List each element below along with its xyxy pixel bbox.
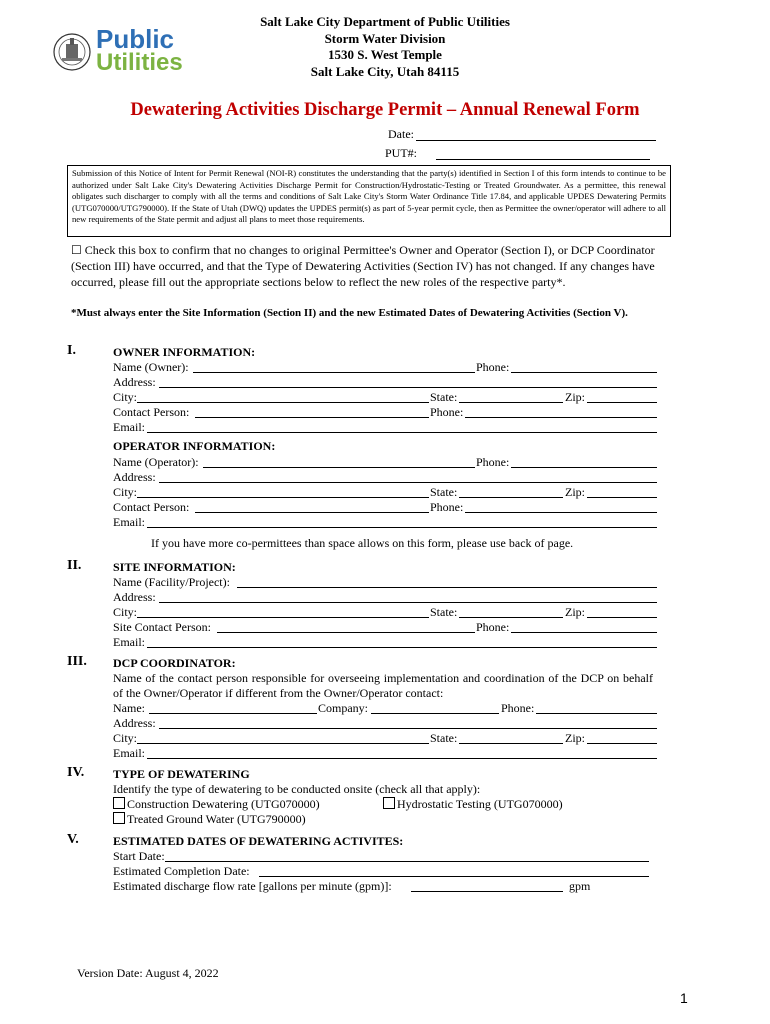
co-permittee-note: If you have more co-permittees than space allows on this form, please use back of page. — [151, 536, 574, 550]
no-changes-checkbox-statement[interactable]: ☐ Check this box to confirm that no changes to original Permittee's Owner and Operator (Section I), or DCP Coordinator (Section III) have occurred, and that the Type of Dewatering Activities (Section IV) has not changed. If any changes have occurred, please fill out the appropriate sections below to reflect the new roles of the respective party*. — [71, 243, 655, 289]
flow-rate-field[interactable] — [411, 891, 563, 892]
section-5-number: V. — [67, 832, 79, 847]
site-heading: SITE INFORMATION: — [113, 560, 236, 574]
operator-name-label: Name (Operator): — [113, 455, 199, 469]
site-zip-label: Zip: — [565, 605, 585, 619]
owner-email-row — [113, 420, 658, 435]
completion-date-field[interactable] — [259, 876, 649, 877]
operator-contact-phone-label: Phone: — [430, 500, 464, 514]
header-line-4: Salt Lake City, Utah 84115 — [310, 63, 460, 79]
dcp-state-label: State: — [430, 731, 458, 745]
operator-contact-phone-field[interactable] — [465, 512, 657, 513]
option-hydrostatic[interactable] — [383, 797, 563, 812]
header-line-2: Storm Water Division — [324, 30, 446, 46]
owner-phone-label: Phone: — [476, 360, 510, 374]
dcp-address-label: Address: — [113, 716, 156, 730]
owner-email-label: Email: — [113, 420, 145, 434]
site-name-label: Name (Facility/Project): — [113, 575, 230, 589]
owner-city-label: City: — [113, 390, 138, 404]
flow-rate-row — [113, 879, 658, 894]
dates-heading: ESTIMATED DATES OF DEWATERING ACTIVITES: — [113, 834, 404, 848]
header-line-3: 1530 S. West Temple — [328, 47, 442, 62]
public-utilities-logo — [52, 24, 192, 80]
site-city-row — [113, 605, 658, 620]
form-title: Dewatering Activities Discharge Permit – Annual Renewal Form — [130, 100, 640, 120]
operator-contact-label: Contact Person: — [113, 500, 190, 514]
dcp-phone-label: Phone: — [501, 701, 535, 715]
dcp-email-field[interactable] — [147, 758, 657, 759]
completion-date-row — [113, 864, 658, 879]
owner-contact-phone-field[interactable] — [465, 417, 657, 418]
owner-city-row — [113, 390, 658, 405]
dcp-address-row — [113, 716, 658, 731]
operator-address-row — [113, 470, 658, 485]
owner-address-row — [113, 375, 658, 390]
dcp-phone-field[interactable] — [536, 713, 657, 714]
put-label: PUT#: — [385, 146, 418, 160]
put-number-field[interactable] — [436, 159, 650, 160]
dewatering-type-heading: TYPE OF DEWATERING — [113, 767, 250, 781]
operator-state-field[interactable] — [459, 497, 563, 498]
version-date: Version Date: August 4, 2022 — [77, 966, 219, 980]
dcp-description: Name of the contact person responsible for overseeing implementation and coordination of the DCP on behalf of the Owner/Operator if different from the Owner/Operator contact: — [113, 671, 653, 700]
site-contact-row — [113, 620, 658, 635]
operator-email-field[interactable] — [147, 527, 657, 528]
owner-zip-field[interactable] — [587, 402, 657, 403]
must-enter-note: *Must always enter the Site Information (Section II) and the new Estimated Dates of Dewatering Activities (Section V). — [71, 307, 628, 319]
operator-contact-field[interactable] — [195, 512, 429, 513]
logo-word-utilities: Utilities — [96, 49, 183, 76]
site-address-label: Address: — [113, 590, 156, 604]
treated-label: Treated Ground Water (UTG790000) — [127, 812, 306, 826]
owner-heading: OWNER INFORMATION: — [113, 345, 256, 359]
owner-state-label: State: — [430, 390, 458, 404]
dcp-company-label: Company: — [318, 701, 368, 715]
intro-notice: Submission of this Notice of Intent for Permit Renewal (NOI-R) constitutes the understanding that the party(s) identified in Section I of this form intends to continue to be authorized under Salt Lake City's Dewatering Activities Discharge Permit for Construction/Hydrostatic-Testing or Treated Groundwater. As a permittee, this renewal obligates such discharger to comply with all the terms and conditions of Salt Lake City's Storm Water Ordinance Title 17.84, and applicable UPDES Dewatering Permits (UTG070000/UTG790000). If the State of Utah (DWQ) updates the UPDES permit(s) as part of 5-year permit cycle, then as Permittee the owner/operator will adhere to all new requirements of the State permit and adjust all plans to meet those requirements. — [67, 165, 671, 237]
site-zip-field[interactable] — [587, 617, 657, 618]
construction-checkbox[interactable] — [113, 797, 125, 809]
dcp-name-row — [113, 701, 658, 716]
option-construction[interactable] — [113, 797, 320, 812]
treated-checkbox[interactable] — [113, 812, 125, 824]
site-address-field[interactable] — [159, 602, 657, 603]
site-phone-field[interactable] — [511, 632, 657, 633]
operator-address-field[interactable] — [159, 482, 657, 483]
owner-email-field[interactable] — [147, 432, 657, 433]
construction-label: Construction Dewatering (UTG070000) — [127, 797, 320, 811]
start-date-field[interactable] — [165, 861, 649, 862]
logo-word-public: Public — [96, 24, 175, 54]
date-field[interactable] — [416, 140, 656, 141]
owner-contact-label: Contact Person: — [113, 405, 190, 419]
start-date-label: Start Date: — [113, 849, 165, 863]
section-2-number: II. — [67, 558, 82, 573]
site-state-field[interactable] — [459, 617, 563, 618]
operator-city-label: City: — [113, 485, 138, 499]
owner-address-label: Address: — [113, 375, 156, 389]
operator-zip-label: Zip: — [565, 485, 585, 499]
dcp-email-row — [113, 746, 658, 761]
operator-state-label: State: — [430, 485, 458, 499]
site-email-label: Email: — [113, 635, 145, 649]
dcp-heading: DCP COORDINATOR: — [113, 656, 236, 670]
dcp-name-field[interactable] — [149, 713, 317, 714]
operator-email-row — [113, 515, 658, 530]
owner-city-field[interactable] — [137, 402, 429, 403]
section-4-number: IV. — [67, 765, 85, 780]
site-address-row — [113, 590, 658, 605]
operator-email-label: Email: — [113, 515, 145, 529]
site-phone-label: Phone: — [476, 620, 510, 634]
completion-date-label: Estimated Completion Date: — [113, 864, 250, 878]
operator-heading: OPERATOR INFORMATION: — [113, 439, 276, 453]
section-1-number: I. — [67, 343, 76, 358]
hydrostatic-label: Hydrostatic Testing (UTG070000) — [397, 797, 563, 811]
date-label: Date: — [388, 127, 414, 141]
operator-city-field[interactable] — [137, 497, 429, 498]
dcp-email-label: Email: — [113, 746, 145, 760]
operator-phone-label: Phone: — [476, 455, 510, 469]
dcp-city-field[interactable] — [137, 743, 429, 744]
site-email-field[interactable] — [147, 647, 657, 648]
dcp-zip-label: Zip: — [565, 731, 585, 745]
dcp-company-field[interactable] — [371, 713, 499, 714]
start-date-row — [113, 849, 658, 864]
operator-zip-field[interactable] — [587, 497, 657, 498]
gpm-unit: gpm — [569, 879, 591, 893]
site-state-label: State: — [430, 605, 458, 619]
owner-name-row — [113, 360, 658, 375]
dcp-name-label: Name: — [113, 701, 145, 715]
operator-name-row — [113, 455, 658, 470]
site-contact-field[interactable] — [217, 632, 475, 633]
owner-phone-field[interactable] — [511, 372, 657, 373]
owner-contact-row — [113, 405, 658, 420]
page-number: 1 — [680, 990, 688, 1006]
operator-city-row — [113, 485, 658, 500]
option-treated[interactable] — [113, 812, 306, 827]
owner-contact-phone-label: Phone: — [430, 405, 464, 419]
section-3-number: III. — [67, 654, 87, 669]
operator-phone-field[interactable] — [511, 467, 657, 468]
dcp-address-field[interactable] — [159, 728, 657, 729]
owner-contact-field[interactable] — [195, 417, 429, 418]
header-line-1: Salt Lake City Department of Public Utilities — [260, 14, 510, 29]
dcp-city-row — [113, 731, 658, 746]
owner-address-field[interactable] — [159, 387, 657, 388]
dcp-state-field[interactable] — [459, 743, 563, 744]
site-city-label: City: — [113, 605, 138, 619]
operator-contact-row — [113, 500, 658, 515]
dewatering-type-description: Identify the type of dewatering to be conducted onsite (check all that apply): — [113, 782, 481, 796]
site-email-row — [113, 635, 658, 650]
operator-name-field[interactable] — [203, 467, 475, 468]
flow-rate-label: Estimated discharge flow rate [gallons per minute (gpm)]: — [113, 879, 392, 893]
owner-state-field[interactable] — [459, 402, 563, 403]
site-name-row — [113, 575, 658, 590]
owner-name-label: Name (Owner): — [113, 360, 189, 374]
dcp-zip-field[interactable] — [587, 743, 657, 744]
site-name-field[interactable] — [237, 587, 657, 588]
site-city-field[interactable] — [137, 617, 429, 618]
operator-address-label: Address: — [113, 470, 156, 484]
site-contact-label: Site Contact Person: — [113, 620, 211, 634]
dcp-city-label: City: — [113, 731, 138, 745]
hydrostatic-checkbox[interactable] — [383, 797, 395, 809]
owner-zip-label: Zip: — [565, 390, 585, 404]
owner-name-field[interactable] — [193, 372, 475, 373]
